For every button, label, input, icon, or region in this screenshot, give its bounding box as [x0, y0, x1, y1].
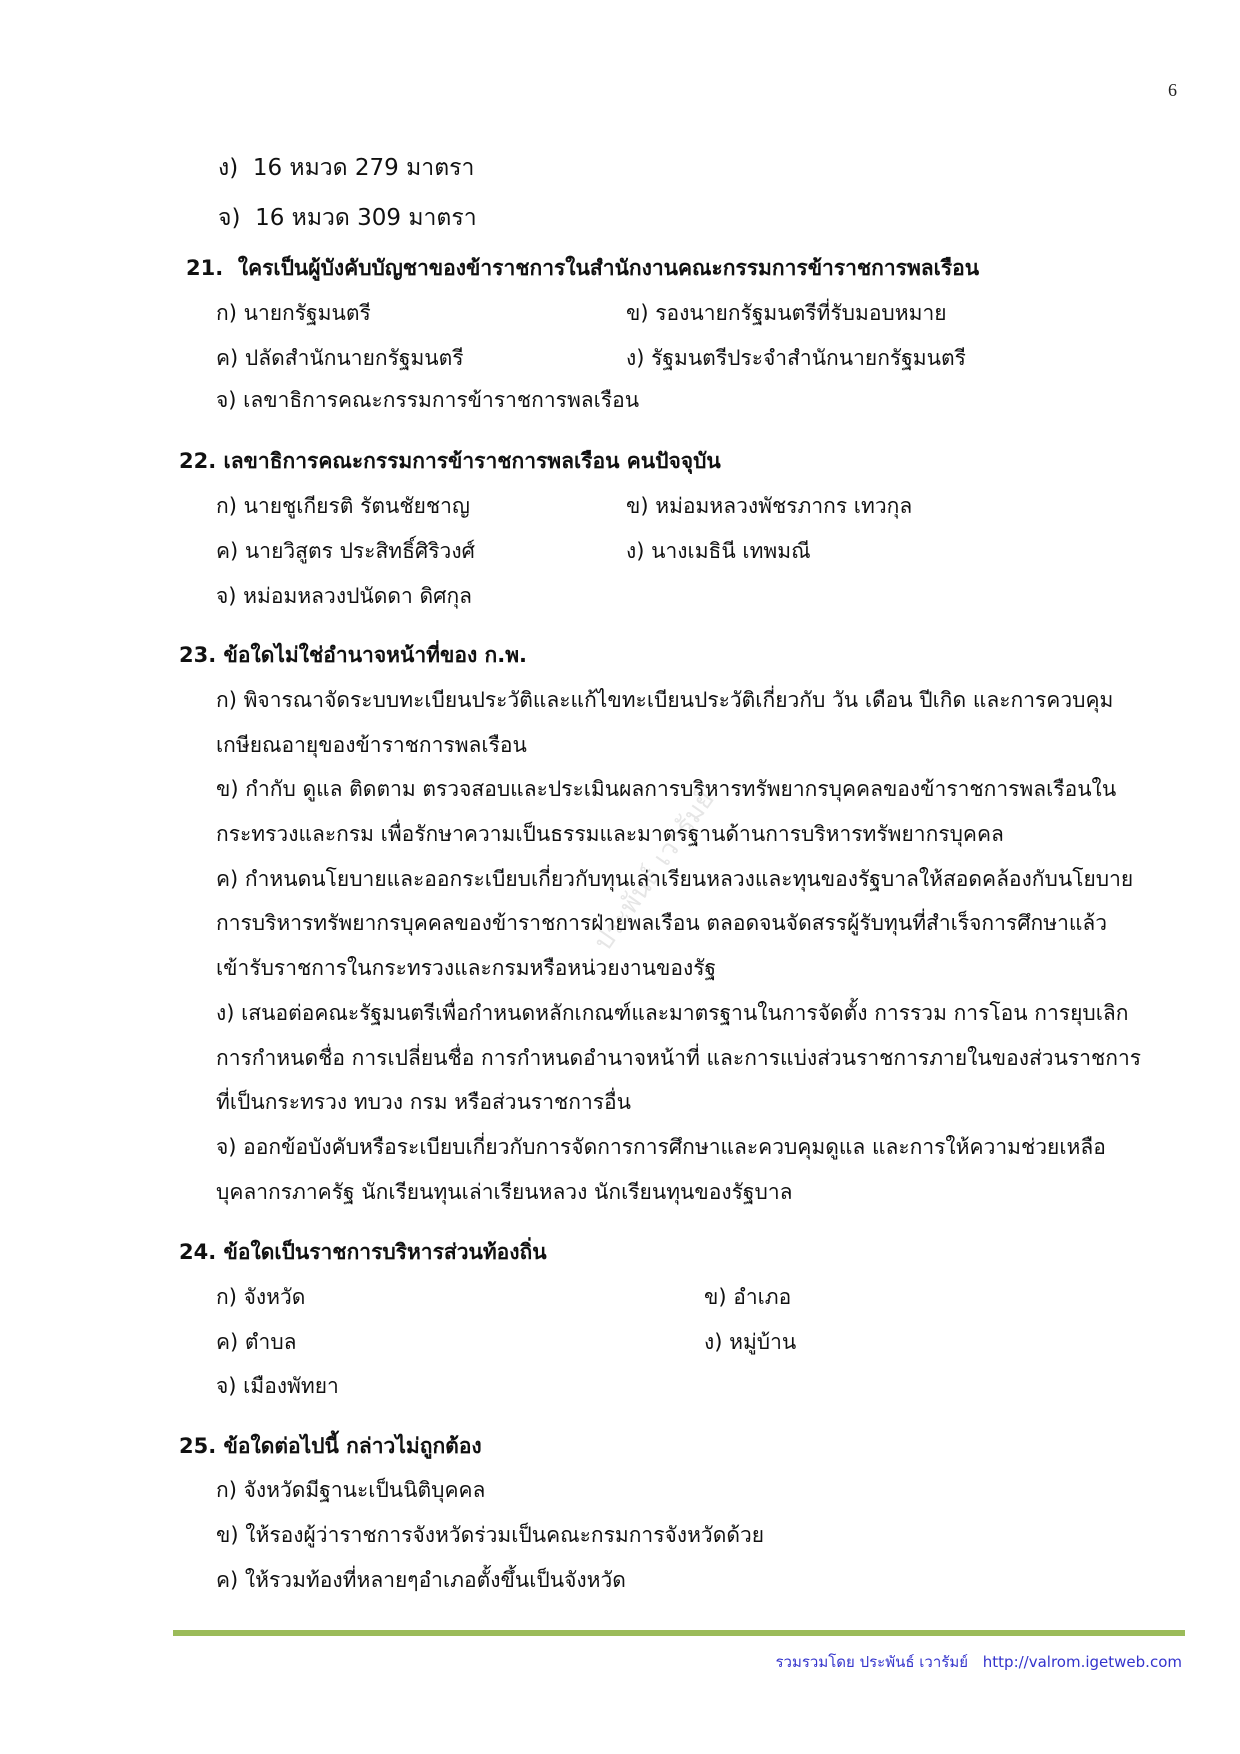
option-d: ง) รัฐมนตรีประจำสำนักนายกรัฐมนตรี	[626, 346, 966, 370]
option-b: ข) รองนายกรัฐมนตรีที่รับมอบหมาย	[626, 301, 947, 325]
question-23: 23. ข้อใดไม่ใช่อำนาจหน้าที่ของ ก.พ.	[179, 643, 528, 667]
option-line: เข้ารับราชการในกระทรวงและกรมหรือหน่วยงานของรัฐ	[216, 956, 717, 980]
footer-compiler: รวมรวมโดย ประพันธ์ เวารัมย์	[775, 1653, 968, 1671]
question-21: 21. ใครเป็นผู้บังคับบัญชาของข้าราชการในสำนักงานคณะกรรมการข้าราชการพลเรือน	[186, 256, 980, 280]
footer-rule	[173, 1630, 1185, 1636]
option-d: ง) นางเมธินี เทพมณี	[626, 539, 811, 563]
question-22: 22. เลขาธิการคณะกรรมการข้าราชการพลเรือน คนปัจจุบัน	[179, 449, 721, 473]
question-24: 24. ข้อใดเป็นราชการบริหารส่วนท้องถิ่น	[179, 1240, 547, 1264]
footer-url[interactable]: http://valrom.igetweb.com	[982, 1653, 1182, 1671]
option-e: จ) เมืองพัทยา	[216, 1374, 339, 1398]
option-e: จ) หม่อมหลวงปนัดดา ดิศกุล	[216, 584, 473, 608]
option-b: ข) ให้รองผู้ว่าราชการจังหวัดร่วมเป็นคณะกรมการจังหวัดด้วย	[216, 1523, 765, 1547]
option-line: ง) 16 หมวด 279 มาตรา	[218, 155, 475, 181]
option-c: ค) ให้รวมท้องที่หลายๆอำเภอตั้งขึ้นเป็นจังหวัด	[216, 1568, 626, 1592]
option-b: ข) อำเภอ	[704, 1285, 792, 1309]
option-line: จ) 16 หมวด 309 มาตรา	[218, 205, 477, 231]
option-c: ค) ตำบล	[216, 1330, 297, 1354]
option-e: จ) เลขาธิการคณะกรรมการข้าราชการพลเรือน	[216, 388, 640, 412]
option-b: ข) หม่อมหลวงพัชรภากร เทวกุล	[626, 494, 913, 518]
option-line: เกษียณอายุของข้าราชการพลเรือน	[216, 733, 527, 757]
option-a: ก) นายกรัฐมนตรี	[216, 301, 371, 325]
page-number: 6	[1168, 80, 1177, 100]
watermark: ประพันธ์ เวารัมย์	[588, 785, 721, 957]
option-a: ก) จังหวัด	[216, 1285, 306, 1309]
option-line: กระทรวงและกรม เพื่อรักษาความเป็นธรรมและมาตรฐานด้านการบริหารทรัพยากรบุคคล	[216, 822, 1004, 846]
option-line: จ) ออกข้อบังคับหรือระเบียบเกี่ยวกับการจัดการการศึกษาและควบคุมดูแล และการให้ความช่วยเหลือ	[216, 1135, 1106, 1159]
option-line: ง) เสนอต่อคณะรัฐมนตรีเพื่อกำหนดหลักเกณฑ์และมาตรฐานในการจัดตั้ง การรวม การโอน การยุบเลิก	[216, 1001, 1129, 1025]
option-line: บุคลากรภาครัฐ นักเรียนทุนเล่าเรียนหลวง นักเรียนทุนของรัฐบาล	[216, 1180, 793, 1204]
option-line: การบริหารทรัพยากรบุคคลของข้าราชการฝ่ายพลเรือน ตลอดจนจัดสรรผู้รับทุนที่สำเร็จการศึกษาแล้ว	[216, 911, 1108, 935]
option-line: ค) กำหนดนโยบายและออกระเบียบเกี่ยวกับทุนเล่าเรียนหลวงและทุนของรัฐบาลให้สอดคล้องกับนโยบาย	[216, 867, 1134, 891]
footer	[766, 1650, 1183, 1674]
option-line: ที่เป็นกระทรวง ทบวง กรม หรือส่วนราชการอื่น	[216, 1090, 632, 1114]
option-c: ค) นายวิสูตร ประสิทธิ์ศิริวงศ์	[216, 539, 475, 563]
option-d: ง) หมู่บ้าน	[704, 1330, 797, 1354]
option-line: ก) พิจารณาจัดระบบทะเบียนประวัติและแก้ไขทะเบียนประวัติเกี่ยวกับ วัน เดือน ปีเกิด และการควบคุม	[216, 688, 1114, 712]
option-c: ค) ปลัดสำนักนายกรัฐมนตรี	[216, 346, 464, 370]
option-line: ข) กำกับ ดูแล ติดตาม ตรวจสอบและประเมินผลการบริหารทรัพยากรบุคคลของข้าราชการพลเรือนใน	[216, 777, 1117, 801]
option-a: ก) นายชูเกียรติ รัตนชัยชาญ	[216, 494, 470, 518]
option-a: ก) จังหวัดมีฐานะเป็นนิติบุคคล	[216, 1478, 486, 1502]
option-line: การกำหนดชื่อ การเปลี่ยนชื่อ การกำหนดอำนาจหน้าที่ และการแบ่งส่วนราชการภายในของส่วนราชการ	[216, 1046, 1142, 1070]
question-25: 25. ข้อใดต่อไปนี้ กล่าวไม่ถูกต้อง	[179, 1434, 482, 1458]
